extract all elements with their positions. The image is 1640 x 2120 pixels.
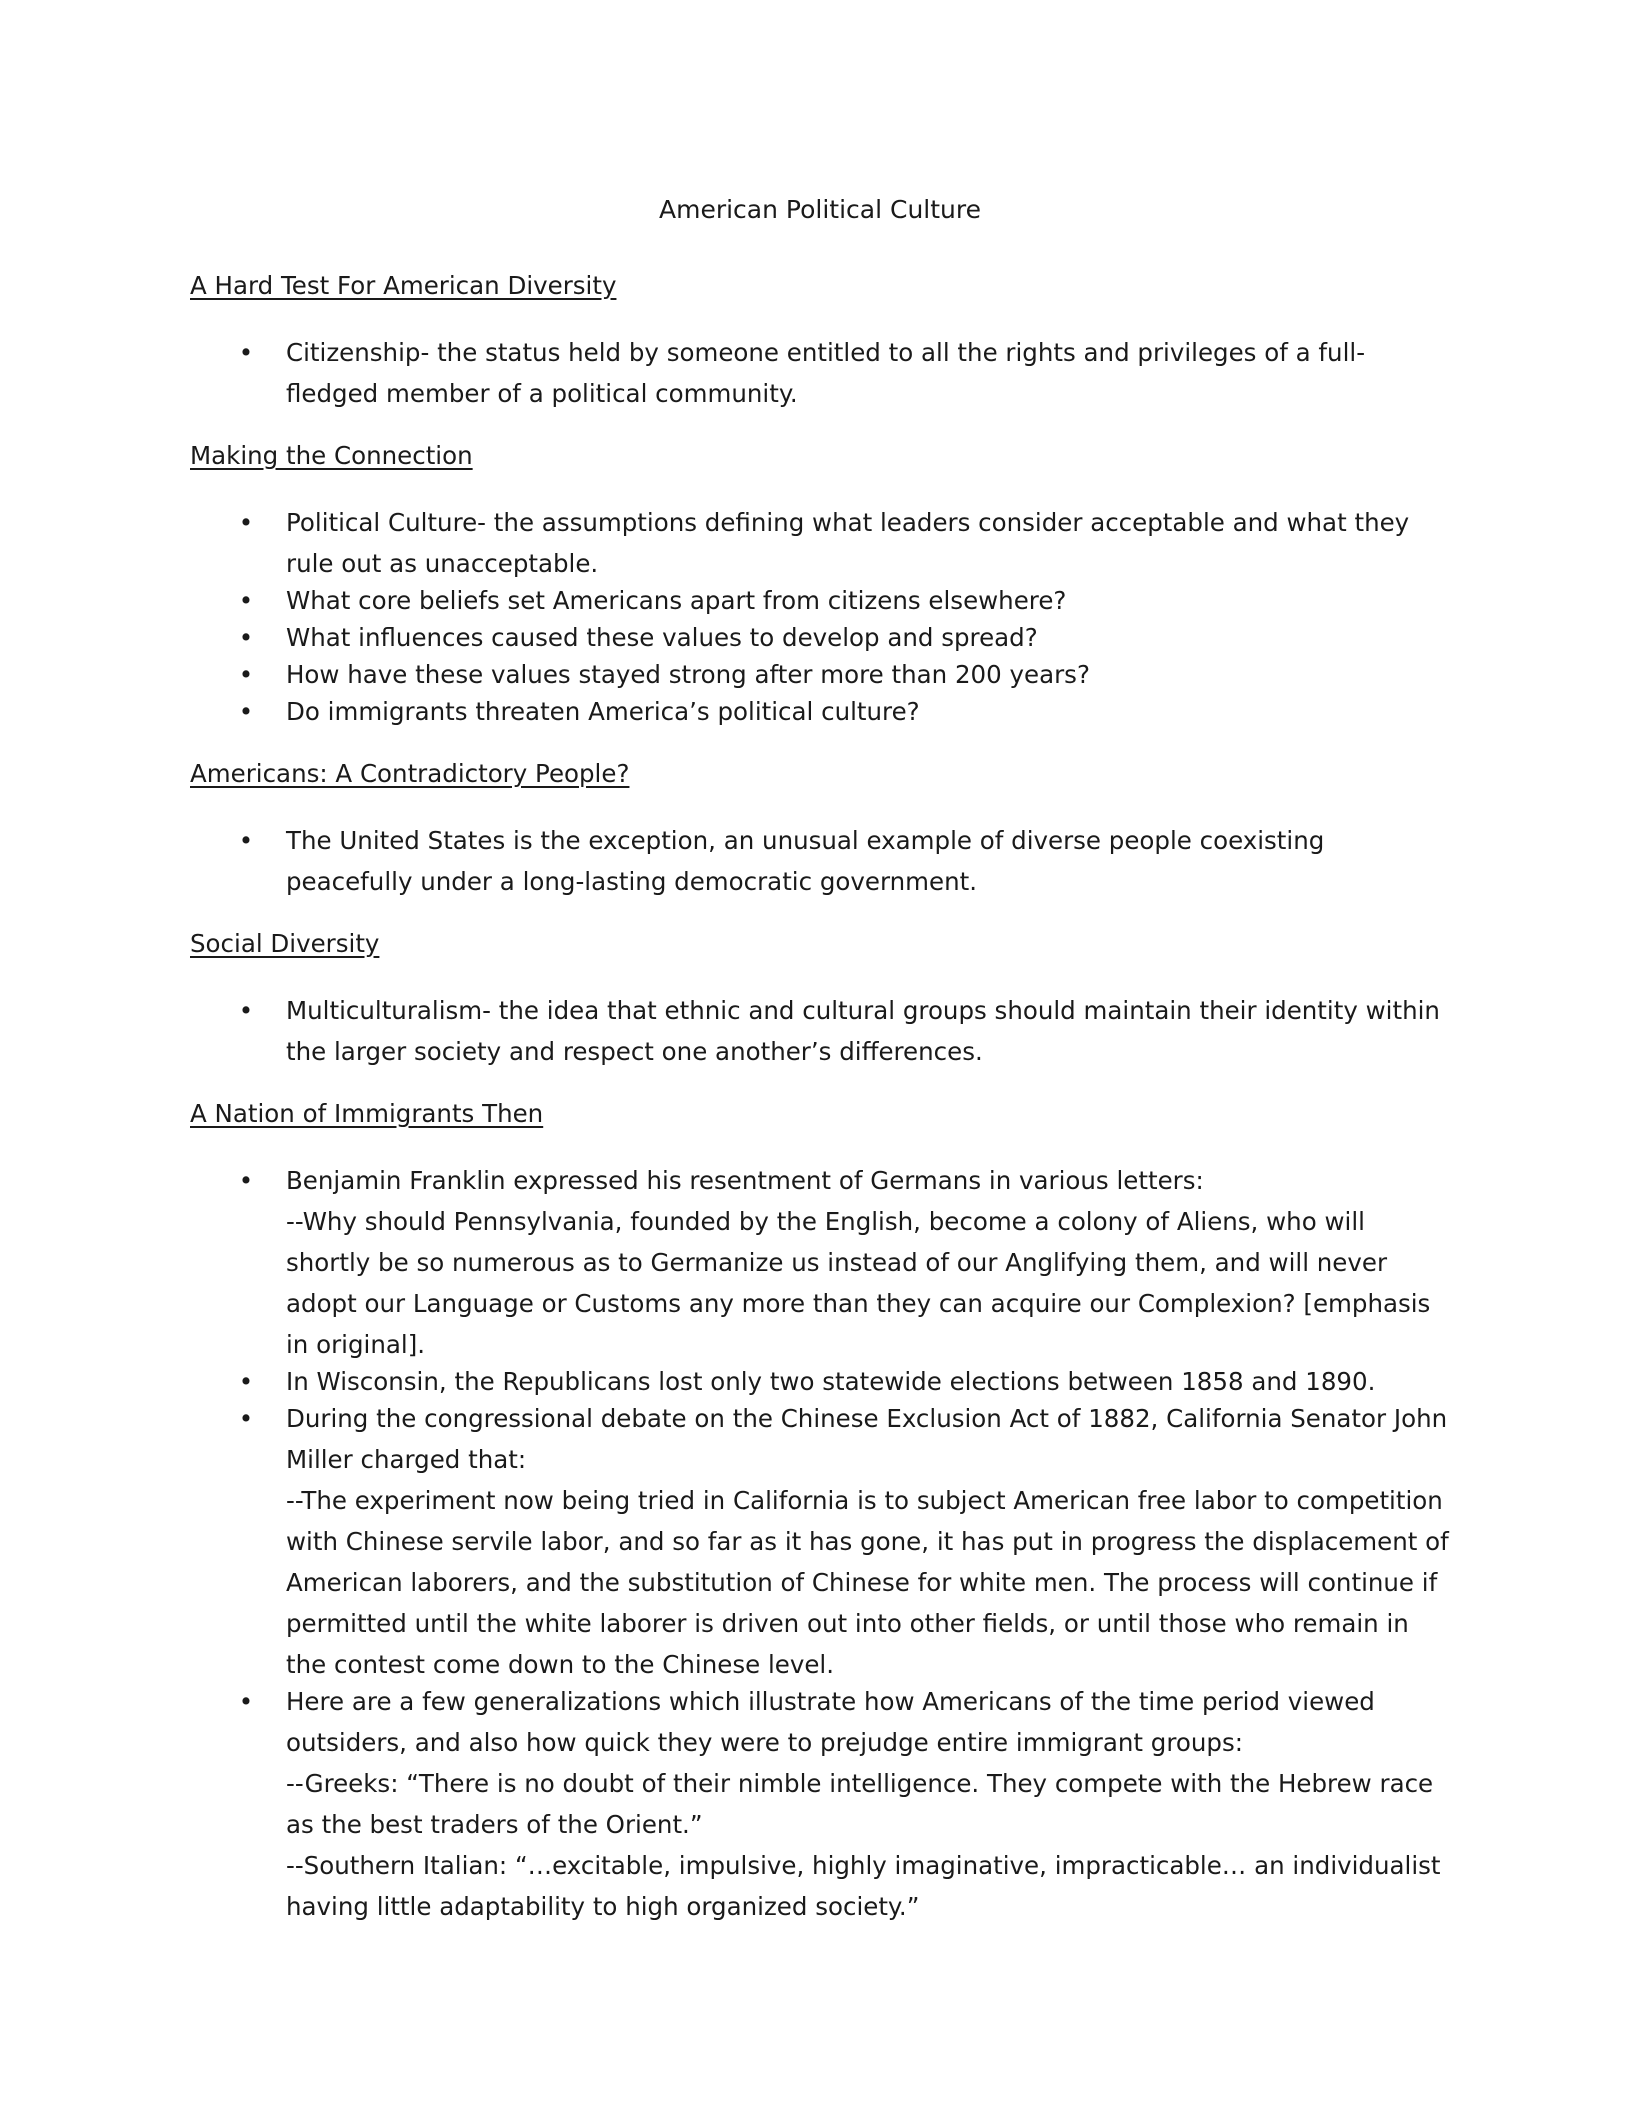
bullet-dot-icon: • bbox=[238, 1687, 254, 1716]
section-heading: A Nation of Immigrants Then bbox=[190, 1099, 544, 1128]
bullet-dot-icon: • bbox=[238, 338, 254, 367]
bullet-item bbox=[190, 1361, 1450, 1402]
bullet-dot-icon: • bbox=[238, 697, 254, 726]
bullet-text: The United States is the exception, an unusual example of diverse people coexisting peacefully under a long-lasting democratic government. bbox=[286, 826, 1325, 896]
document-page bbox=[190, 190, 1450, 1949]
bullet-text: Here are a few generalizations which illustrate how Americans of the time period viewed outsiders, and also how quick they were to prejudge entire immigrant groups: bbox=[286, 1687, 1375, 1757]
bullet-quote-text: --Why should Pennsylvania, founded by the English, become a colony of Aliens, who will shortly be so numerous as to Germanize us instead of our Anglifying them, and will never adopt our Language or Customs any more than they can acquire our Complexion? [emphasis in original]. bbox=[286, 1207, 1431, 1359]
bullet-item bbox=[190, 502, 1450, 584]
bullet-item bbox=[190, 1398, 1450, 1685]
bullet-text: How have these values stayed strong after more than 200 years? bbox=[286, 660, 1090, 689]
bullet-item bbox=[190, 580, 1450, 621]
bullet-item bbox=[190, 990, 1450, 1072]
bullet-list bbox=[190, 820, 1450, 902]
section-heading: A Hard Test For American Diversity bbox=[190, 271, 617, 300]
bullet-quote-text: --Greeks: “There is no doubt of their nimble intelligence. They compete with the Hebrew race as the best traders of the Orient.” bbox=[286, 1769, 1434, 1839]
bullet-dot-icon: • bbox=[238, 508, 254, 537]
bullet-dot-icon: • bbox=[238, 1404, 254, 1433]
bullet-dot-icon: • bbox=[238, 586, 254, 615]
bullet-dot-icon: • bbox=[238, 826, 254, 855]
section-heading: Americans: A Contradictory People? bbox=[190, 759, 630, 788]
bullet-item bbox=[190, 617, 1450, 658]
section-heading: Making the Connection bbox=[190, 441, 473, 470]
bullet-text: Benjamin Franklin expressed his resentment of Germans in various letters: bbox=[286, 1166, 1204, 1195]
bullet-list bbox=[190, 502, 1450, 732]
bullet-dot-icon: • bbox=[238, 1367, 254, 1396]
bullet-text: Political Culture- the assumptions defining what leaders consider acceptable and what they rule out as unacceptable. bbox=[286, 508, 1410, 578]
bullet-dot-icon: • bbox=[238, 996, 254, 1025]
bullet-list bbox=[190, 990, 1450, 1072]
bullet-text: Do immigrants threaten America’s political culture? bbox=[286, 697, 920, 726]
bullet-text: During the congressional debate on the Chinese Exclusion Act of 1882, California Senator John Miller charged that: bbox=[286, 1404, 1448, 1474]
bullet-list bbox=[190, 332, 1450, 414]
bullet-quote-text: --The experiment now being tried in California is to subject American free labor to competition with Chinese servile labor, and so far as it has gone, it has put in progress the displacement of American laborers, and the substitution of Chinese for white men. The process will continue if permitted until the white laborer is driven out into other fields, or until those who remain in the contest come down to the Chinese level. bbox=[286, 1486, 1449, 1679]
bullet-dot-icon: • bbox=[238, 660, 254, 689]
bullet-text: Multiculturalism- the idea that ethnic and cultural groups should maintain their identity within the larger society and respect one another’s differences. bbox=[286, 996, 1440, 1066]
bullet-item bbox=[190, 654, 1450, 695]
bullet-item bbox=[190, 1160, 1450, 1365]
bullet-text: What influences caused these values to develop and spread? bbox=[286, 623, 1038, 652]
bullet-item bbox=[190, 1681, 1450, 1927]
bullet-list bbox=[190, 1160, 1450, 1927]
section-heading: Social Diversity bbox=[190, 929, 380, 958]
document-body bbox=[190, 266, 1450, 1927]
bullet-text: What core beliefs set Americans apart from citizens elsewhere? bbox=[286, 586, 1067, 615]
bullet-quote-text: --Southern Italian: “…excitable, impulsive, highly imaginative, impracticable… an individualist having little adaptability to high organized society.” bbox=[286, 1851, 1441, 1921]
bullet-dot-icon: • bbox=[238, 623, 254, 652]
document-title: American Political Culture bbox=[659, 195, 981, 224]
bullet-text: Citizenship- the status held by someone entitled to all the rights and privileges of a full-fledged member of a political community. bbox=[286, 338, 1366, 408]
bullet-item bbox=[190, 332, 1450, 414]
bullet-dot-icon: • bbox=[238, 1166, 254, 1195]
bullet-text: In Wisconsin, the Republicans lost only two statewide elections between 1858 and 1890. bbox=[286, 1367, 1376, 1396]
bullet-item bbox=[190, 691, 1450, 732]
bullet-item bbox=[190, 820, 1450, 902]
